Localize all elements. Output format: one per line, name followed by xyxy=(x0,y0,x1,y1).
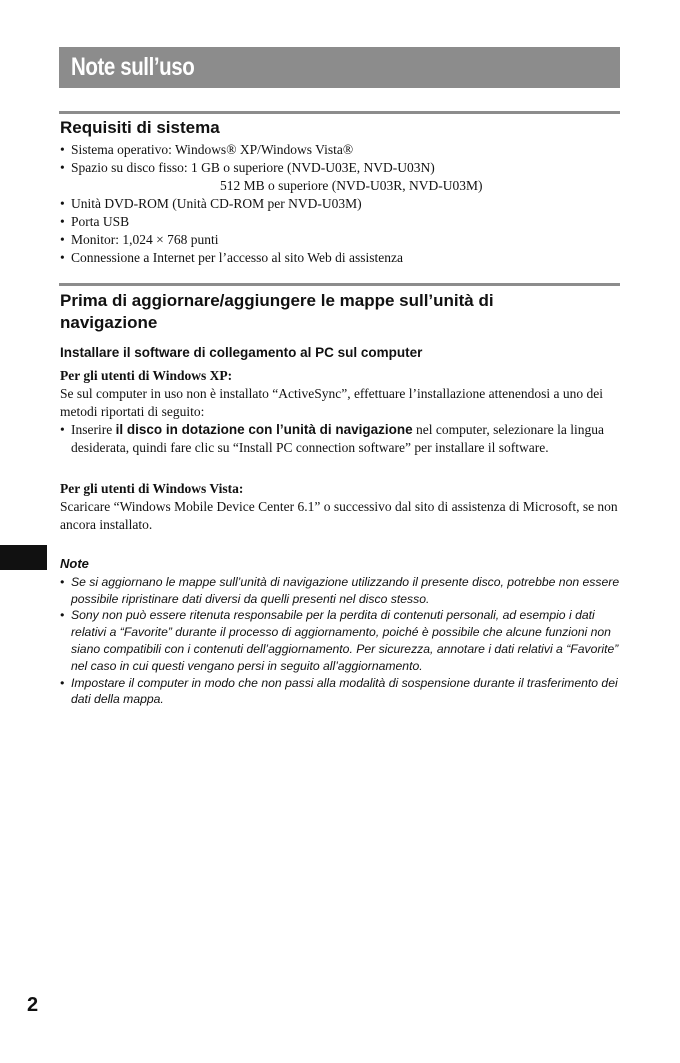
requirements-list xyxy=(60,141,620,267)
list-item: • Sistema operativo: Windows® XP/Windows Vista® xyxy=(60,141,620,159)
section-heading-requirements: Requisiti di sistema xyxy=(60,118,220,137)
list-item-xp-method xyxy=(60,421,620,457)
disk-value-1: 1 GB o superiore (NVD-U03E, NVD-U03N) xyxy=(191,160,435,175)
disk-value-2: 512 MB o superiore (NVD-U03R, NVD-U03M) xyxy=(220,178,483,193)
list-item: • Unità DVD-ROM (Unità CD-ROM per NVD-U03M) xyxy=(60,195,620,213)
disk-label: • Spazio su disco fisso: xyxy=(71,160,191,175)
note-item: • Se si aggiornano le mappe sull’unità di navigazione utilizzando il presente disco, potrebbe non essere possibile ripristinare dati diversi da quelli presenti nel disco stesso. xyxy=(60,574,620,608)
vista-text: Scaricare “Windows Mobile Device Center 6.1” o successivo dal sito di assistenza di Microsoft, se non ancora installato. xyxy=(60,499,618,532)
page-title: Note sull’uso xyxy=(71,53,195,81)
vista-title: Per gli utenti di Windows Vista: xyxy=(60,481,244,496)
side-tab-marker xyxy=(0,545,47,570)
xp-instructions xyxy=(60,367,620,457)
page-number: 2 xyxy=(27,994,39,1016)
note-item: • Sony non può essere ritenuta responsabile per la perdita di contenuti personali, ad esempio i dati relativi a “Favorite” durante il processo di aggiornamento, poiché è possibile che alcune funzioni non siano compatibili con i contenuti dell’aggiornamento. Per sicurezza, annotare i dati relativi a “Favorite” nel caso in cui questi vengano persi in seguito all’aggiornamento. xyxy=(60,607,620,674)
xp-bullet-bold: il disco in dotazione con l’unità di navigazione xyxy=(115,422,413,437)
section-heading-before-update: Prima di aggiornare/aggiungere le mappe sull’unità di navigazione xyxy=(60,291,494,332)
note-box xyxy=(60,556,620,708)
xp-title: Per gli utenti di Windows XP: xyxy=(60,368,233,383)
note-title: Note xyxy=(60,556,89,571)
page-title-bar xyxy=(59,47,620,88)
list-item-disk xyxy=(60,159,620,195)
subheading-install-software: Installare il software di collegamento al PC sul computer xyxy=(60,345,423,360)
list-item: • Monitor: 1,024 × 768 punti xyxy=(60,231,620,249)
vista-instructions xyxy=(60,480,620,534)
section-divider xyxy=(59,283,620,286)
list-item: • Connessione a Internet per l’accesso al sito Web di assistenza xyxy=(60,249,620,267)
xp-bullet-post: nel computer, selezionare la lingua desiderata, quindi fare clic su “Install PC connection software” per installare il software. xyxy=(71,422,605,455)
xp-bullet-pre: Inserire xyxy=(71,422,116,437)
note-item: • Impostare il computer in modo che non passi alla modalità di sospensione durante il trasferimento dei dati della mappa. xyxy=(60,675,620,709)
xp-text: Se sul computer in uso non è installato “ActiveSync”, effettuare l’installazione attenendosi a uno dei metodi riportati di seguito: xyxy=(60,386,603,419)
section-divider xyxy=(59,111,620,114)
list-item: • Porta USB xyxy=(60,213,620,231)
